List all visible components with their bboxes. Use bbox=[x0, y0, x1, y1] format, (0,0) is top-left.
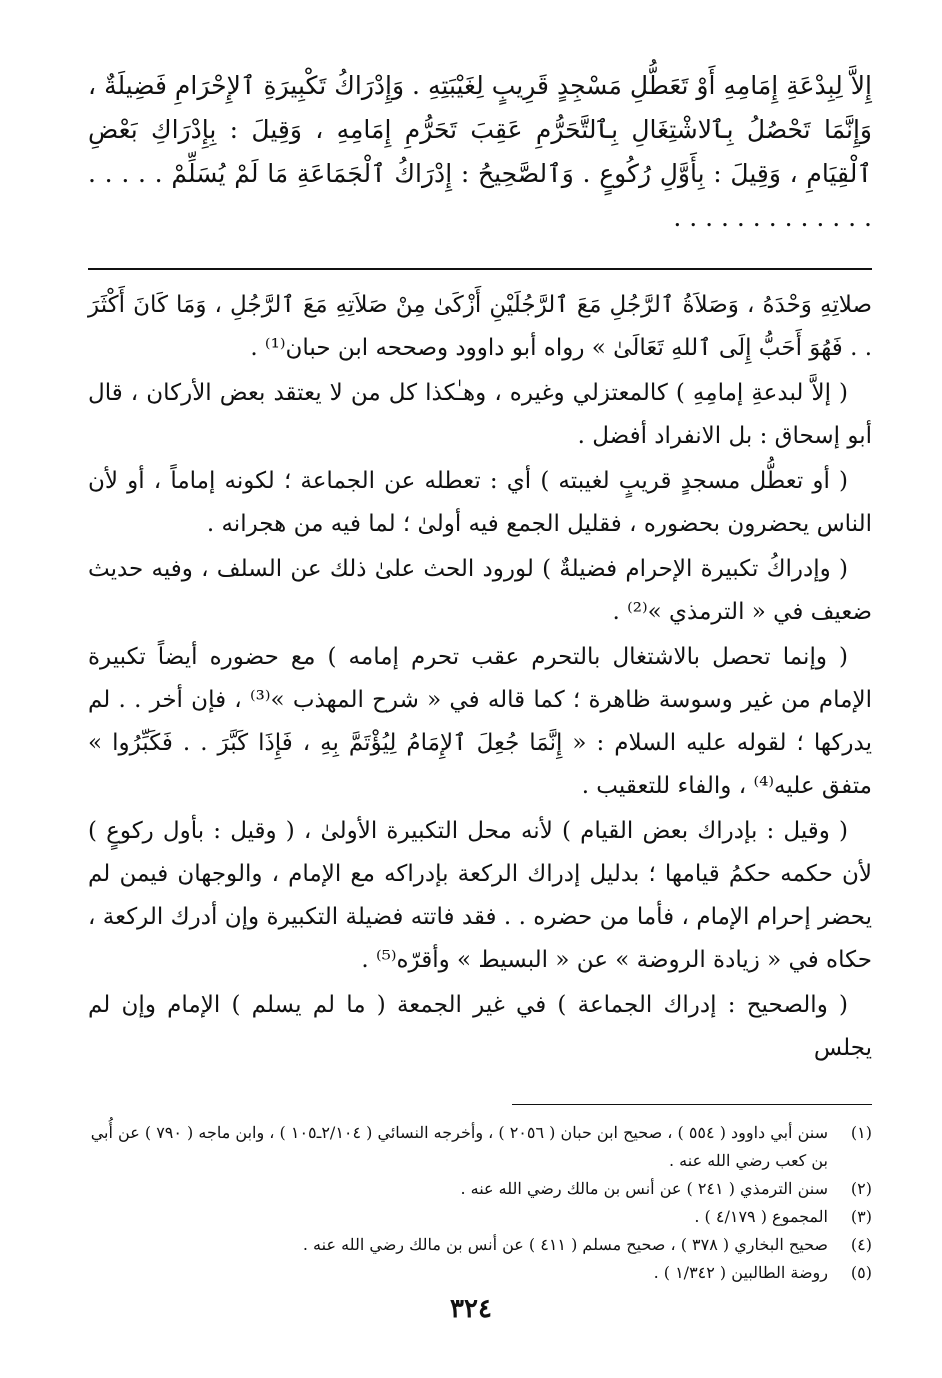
sharh-paragraph: ( وقيل : بإدراك بعض القيام ) لأنه محل التكبيرة الأولىٰ ، ( وقيل : بأول ركوعٍ ) لأن حكمه حكمُ قيامها ؛ بدليل إدراك الركعة بإدراكه مع الإمام ، والوجهان فيمن لم يحضر إحرام الإمام ، فأما من حضره . . فقد فاتته فضيلة التكبيرة وإن أدرك الركعة ، حكاه في « زيادة الروضة » عن « البسيط » وأقرّه⁽⁵⁾ . bbox=[88, 818, 872, 973]
page-number: ٣٢٤ bbox=[450, 1294, 492, 1324]
sharh-paragraph: ( وإدراكُ تكبيرة الإحرام فضيلةٌ ) لورود الحث علىٰ ذلك عن السلف ، وفيه حديث ضعيف في « الترمذي »⁽²⁾ . bbox=[88, 556, 872, 625]
footnote-text: صحيح البخاري ( ٣٧٨ ) ، صحيح مسلم ( ٤١١ ) عن أنس بن مالك رضي الله عنه . bbox=[302, 1235, 828, 1254]
sharh-paragraph: ( وإنما تحصل بالاشتغال بالتحرم عقب تحرم إمامه ) مع حضوره أيضاً تكبيرة الإمام من غير وسوسة ظاهرة ؛ كما قاله في « شرح المهذب »⁽³⁾ ، فإن أخر . . لم يدركها ؛ لقوله عليه السلام : « إِنَّمَا جُعِلَ ٱلإِمَامُ لِيُؤْتَمَّ بِهِ ، فَإِذَا كَبَّرَ . . فَكَبِّرُوا » متفق عليه⁽⁴⁾ ، والفاء للتعقيب . bbox=[88, 644, 873, 799]
footnote-item bbox=[88, 1119, 872, 1175]
sharh-paragraph: ( إلاَّ لبدعةِ إمامِهِ ) كالمعتزلي وغيره ، وهـٰكذا كل من لا يعتقد بعض الأركان ، قال أبو إسحاق : بل الانفراد أفضل . bbox=[88, 380, 872, 449]
sharh-commentary bbox=[88, 284, 872, 1070]
footnote-text: روضة الطالبين ( ١/٣٤٢ ) . bbox=[653, 1263, 828, 1282]
footnote-text: سنن الترمذي ( ٢٤١ ) عن أنس بن مالك رضي الله عنه . bbox=[460, 1179, 828, 1198]
sharh-paragraph: صلاتِهِ وَحْدَهُ ، وَصَلاَةُ ٱلرَّجُلِ مَعَ ٱلرَّجُلَيْنِ أَزْكَىٰ مِنْ صَلاَتِهِ مَعَ ٱلرَّجُلِ ، وَمَا كَانَ أَكْثَرَ . . فَهُوَ أَحَبُّ إِلَى ٱللهِ تَعَالَىٰ » رواه أبو داوود وصححه ابن حبان⁽¹⁾ . bbox=[88, 292, 872, 361]
footnote-text: سنن أبي داوود ( ٥٥٤ ) ، صحيح ابن حبان ( ٢٠٥٦ ) ، وأخرجه النسائي ( ٢/١٠٤ـ١٠٥ ) ، وابن ماجه ( ٧٩٠ ) عن أُبي بن كعب رضي الله عنه . bbox=[90, 1123, 828, 1170]
sharh-paragraph: ( والصحيح : إدراك الجماعة ) في غير الجمعة ( ما لم يسلم ) الإمام وإن لم يجلس bbox=[88, 992, 872, 1061]
footnote-number: (٢) bbox=[850, 1179, 872, 1198]
footnote-number: (٥) bbox=[850, 1263, 872, 1282]
sharh-paragraph: ( أو تعطُّل مسجدٍ قريبٍ لغيبته ) أي : تعطله عن الجماعة ؛ لكونه إماماً ، أو لأن الناس يحضرون بحضوره ، فقليل الجمع فيه أولىٰ ؛ لما فيه من هجرانه . bbox=[88, 468, 872, 537]
footnote-item bbox=[88, 1175, 872, 1203]
footnote-number: (٤) bbox=[850, 1235, 872, 1254]
footnote-item bbox=[88, 1231, 872, 1259]
matn-dots: . . . . . . . . . . . . . . . . . . bbox=[88, 159, 872, 232]
page-body bbox=[88, 64, 872, 1287]
matn-text: إِلاَّ لِبِدْعَةِ إِمَامِهِ أَوْ تَعَطُّلِ مَسْجِدٍ قَرِيبٍ لِغَيْبَتِهِ . وَإِدْرَاكُ تَكْبِيرَةِ ٱلإِحْرَامِ فَضِيلَةٌ ، وَإِنَّمَا تَحْصُلُ بِٱلاشْتِغَالِ بِٱلتَّحَرُّمِ عَقِبَ تَحَرُّمِ إِمَامِهِ ، وَقِيلَ : بِإِدْرَاكِ بَعْضِ ٱلْقِيَامِ ، وَقِيلَ : بِأَوَّلِ رُكُوعٍ . وَٱلصَّحِيحُ : إِدْرَاكُ ٱلْجَمَاعَةِ مَا لَمْ يُسَلِّمْ bbox=[88, 71, 872, 188]
footnote-item bbox=[88, 1259, 872, 1287]
footnote-separator-rule bbox=[512, 1104, 872, 1105]
footnote-number: (١) bbox=[850, 1123, 872, 1142]
matn-text-block bbox=[88, 64, 872, 240]
footnote-text: المجموع ( ٤/١٧٩ ) . bbox=[694, 1207, 828, 1226]
footnote-number: (٣) bbox=[850, 1207, 872, 1226]
footnote-item bbox=[88, 1203, 872, 1231]
footnotes bbox=[88, 1119, 872, 1287]
matn-separator-rule bbox=[88, 268, 872, 270]
